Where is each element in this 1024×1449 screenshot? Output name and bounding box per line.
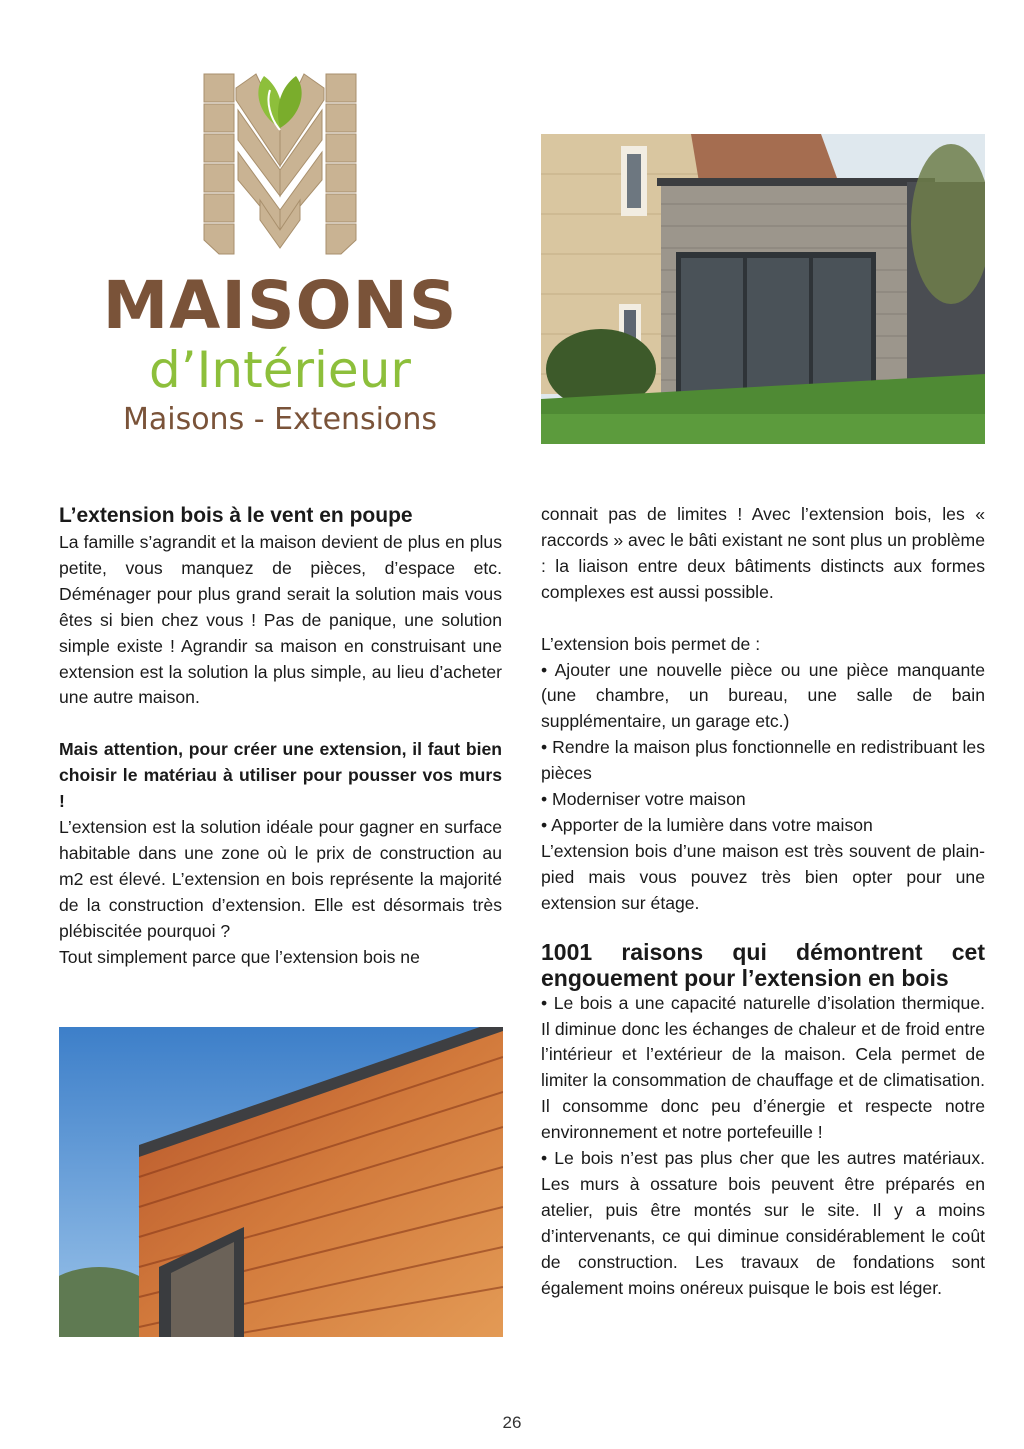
- right-column: [541, 502, 985, 1301]
- list-intro: L’extension bois permet de :: [541, 633, 761, 654]
- logo-subtitle: d’Intérieur: [149, 341, 411, 399]
- continuation-paragraph: Tout simplement parce que l’extension bois ne: [59, 946, 420, 967]
- warning-paragraph: Mais attention, pour créer une extension, il faut bien choisir le matériau à utiliser pour pousser vos murs !: [59, 739, 502, 812]
- list-item: • Rendre la maison plus fonctionnelle en redistribuant les pièces: [541, 737, 985, 784]
- continuation-text: connait pas de limites ! Avec l’extension bois, les « raccords » avec le bâti existant ne sont plus un problème : la liaison entre deux bâtiments distincts aux formes complexes est aussi possible.: [541, 504, 986, 602]
- company-logo: [100, 70, 460, 450]
- surface-paragraph: L’extension est la solution idéale pour gagner en surface habitable dans une zone où le prix de construction au m2 est élevé. L’extension en bois représente la majorité de la construction d’extension. Elle est désormais très plébiscitée pourquoi ?: [59, 817, 502, 941]
- logo-tagline: Maisons - Extensions: [122, 402, 438, 437]
- intro-paragraph: La famille s’agrandit et la maison devient de plus en plus petite, vous manquez de pièces, d’espace etc. Déménager pour plus grand serait la solution mais vous êtes si bien chez vous ! Pas de panique, une solution simple existe ! Agrandir sa maison en construisant une extension est la solution la plus simple, au lieu d’acheter une autre maison.: [59, 532, 502, 708]
- list-item: • Ajouter une nouvelle pièce ou une pièce manquante (une chambre, un bureau, une salle de bain supplémentaire, un garage etc.): [541, 659, 985, 732]
- wood-cladding-photo: [59, 1027, 503, 1337]
- article-heading: L’extension bois à le vent en poupe: [59, 504, 413, 527]
- page-number: 26: [502, 1413, 522, 1432]
- reason-insulation: • Le bois a une capacité naturelle d’isolation thermique. Il diminue donc les échanges de chaleur et de froid entre l’intérieur et l’extérieur de la maison. Cela permet de limiter la consommation de chauffage et de climatisation. Il consomme donc peu d’énergie et respecte notre environnement et notre portefeuille !: [541, 992, 985, 1143]
- left-column: [59, 502, 502, 971]
- reason-cost: • Le bois n’est pas plus cher que les autres matériaux. Les murs à ossature bois peuvent être préparés en atelier, puis être montés sur le site. Il y a moins d’intervenants, ce qui diminue considérablement le coût de construction. Les travaux de fondations sont également moins onéreux puisque le bois est léger.: [541, 1148, 985, 1298]
- house-extension-photo: [541, 134, 985, 444]
- reasons-heading: 1001 raisons qui démontrent cet engouement pour l’extension en bois: [541, 938, 985, 991]
- logo-m-mark-icon: [200, 70, 360, 260]
- logo-title: MAISONS: [102, 267, 458, 344]
- list-item: • Moderniser votre maison: [541, 789, 746, 810]
- list-item: • Apporter de la lumière dans votre maison: [541, 814, 873, 835]
- single-storey-paragraph: L’extension bois d’une maison est très souvent de plain-pied mais vous pouvez très bien opter pour une extension sur étage.: [541, 840, 985, 913]
